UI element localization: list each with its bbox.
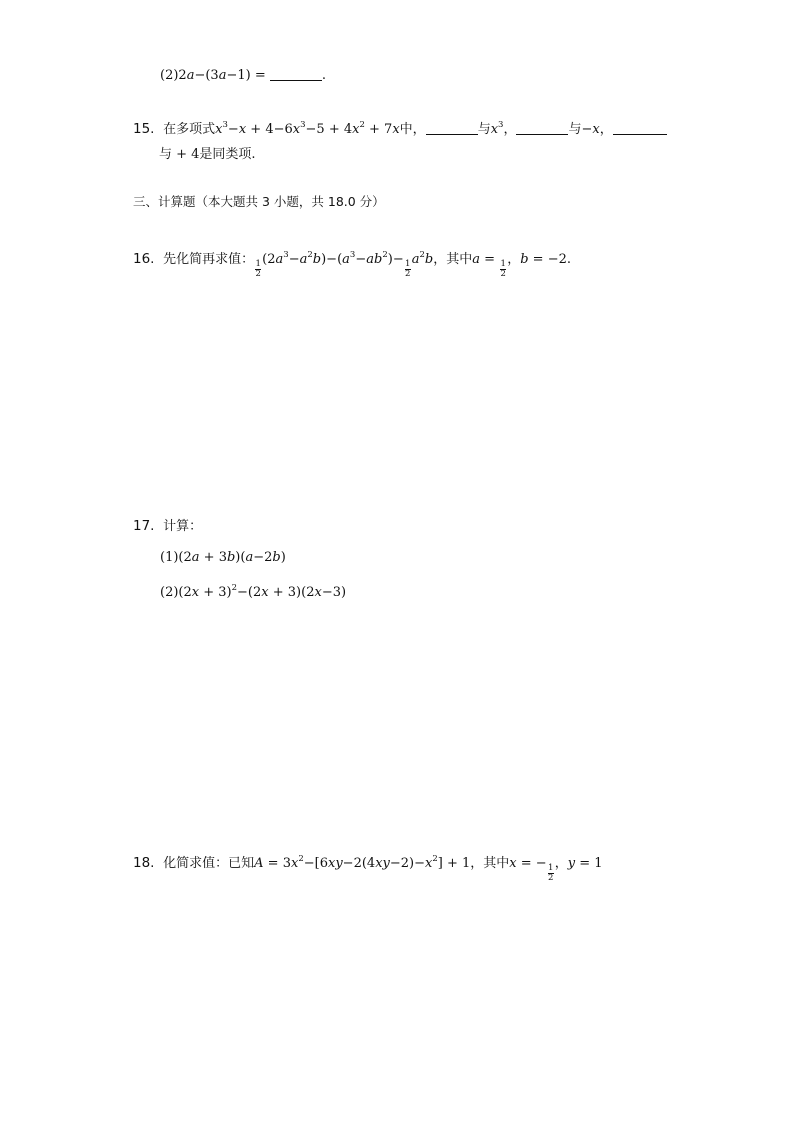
question-15-line2: 与 + 4是同类项. [159,147,256,162]
question-18: 18. 化简求值：已知$A = 3x^2-[6xy-2(4xy-2)-x^2] + 1$，其中x = − $\frac{1}{2}$ ，y = 1 [133,854,603,883]
question-number: 18. [133,855,155,871]
question-17-part1: (1)(2a + 3b)(a−2b) [160,550,286,565]
answer-blank-2[interactable] [516,122,568,135]
question-16: 16. 先化简再求值： $\frac{1}{2}$ $(2a^3-a^2b)-(a^3-ab^2)-$ $\frac{1}{2}$ $a^2b$，其中a = $\frac{1}{2}$ ，b = −2. [133,250,571,279]
question-number: 17. [133,518,155,534]
answer-blank[interactable] [270,68,322,81]
answer-blank-3[interactable] [613,122,667,135]
question-17-part2: $(2)(2x + 3)^2-(2x + 3)(2x-3)$ [160,583,347,600]
q14-part2-label: (2) [160,68,179,83]
question-number: 16. [133,251,155,267]
question-17: 17. 计算： [133,518,203,534]
q14-part2: (2)2a−(3a−1) = . [160,68,327,83]
question-number: 15. [133,121,155,137]
answer-blank-1[interactable] [426,122,478,135]
section-3-heading: 三、计算题（本大题共 3 小题，共 18.0 分） [133,194,385,209]
question-15: 15. 在多项式$x^3-x + 4-6x^3-5 + 4x^2 + 7x$中， 与$x^3$， 与−x， [133,116,667,139]
